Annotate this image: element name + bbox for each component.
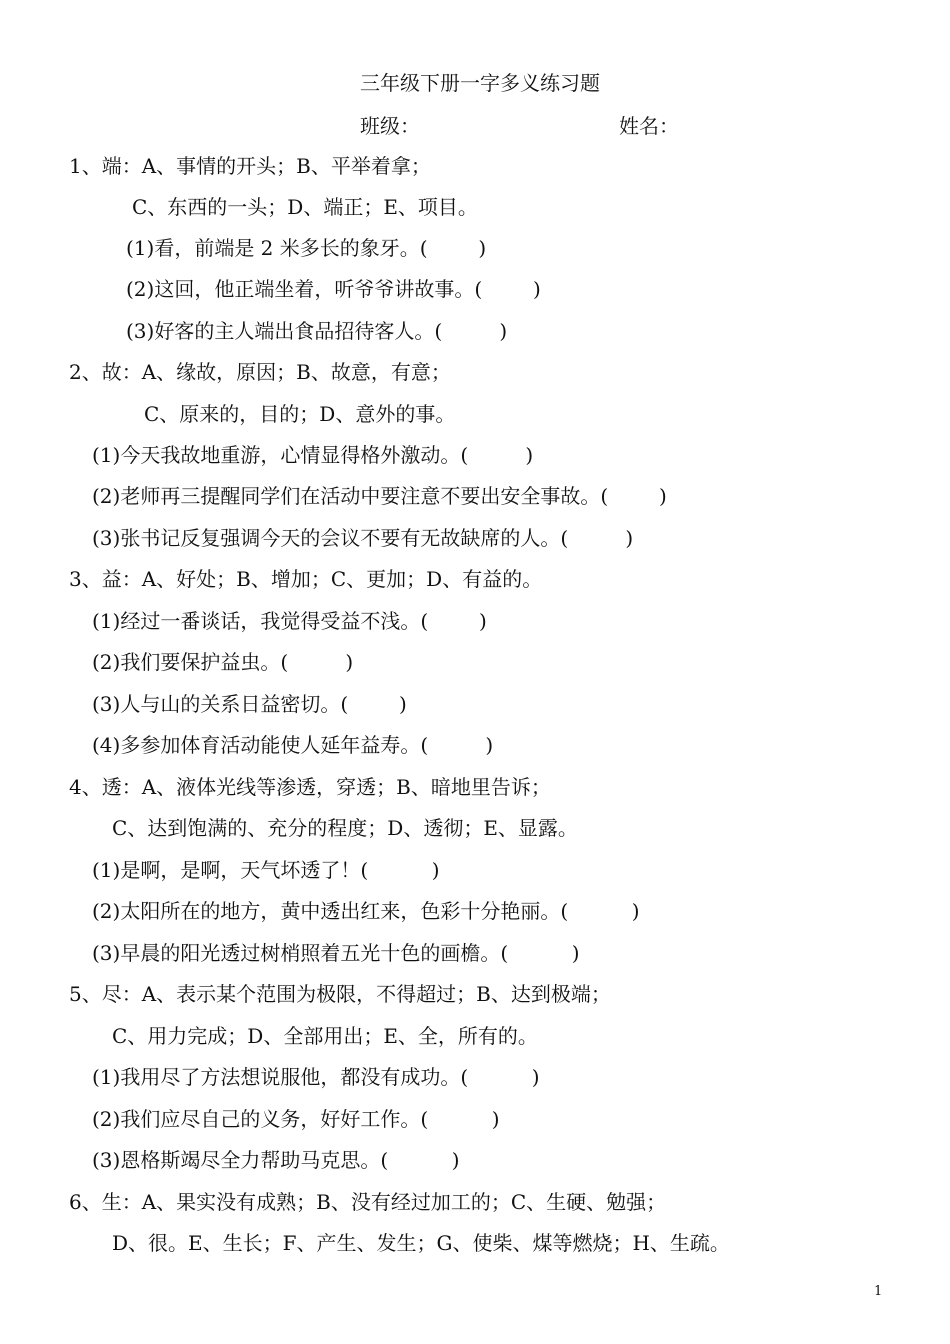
q1-item-2: (2)这回，他正端坐着，听爷爷讲故事。( ) [126, 277, 541, 301]
q3-definitions: 3、益：A、好处；B、增加；C、更加；D、有益的。 [69, 567, 543, 591]
q5-item-3: (3)恩格斯竭尽全力帮助马克思。( ) [92, 1148, 460, 1172]
q5-definitions-cont: C、用力完成；D、全部用出；E、全，所有的。 [112, 1024, 538, 1048]
q5-definitions: 5、尽：A、表示某个范围为极限，不得超过；B、达到极端； [69, 982, 611, 1006]
q4-definitions-cont: C、达到饱满的、充分的程度；D、透彻；E、显露。 [112, 816, 578, 840]
q2-definitions: 2、故：A、缘故，原因；B、故意，有意； [69, 360, 451, 384]
page-title: 三年级下册一字多义练习题 [360, 71, 600, 95]
q3-item-4: (4)多参加体育活动能使人延年益寿。( ) [92, 733, 494, 757]
q1-item-3: (3)好客的主人端出食品招待客人。( ) [126, 319, 508, 343]
q6-definitions-cont: D、很。E、生长；F、产生、发生；G、使柴、煤等燃烧；H、生疏。 [112, 1231, 730, 1255]
q3-item-2: (2)我们要保护益虫。( ) [92, 650, 354, 674]
q5-item-2: (2)我们应尽自己的义务，好好工作。( ) [92, 1107, 500, 1131]
page-number: 1 [874, 1284, 883, 1299]
q2-item-1: (1)今天我故地重游，心情显得格外激动。( ) [92, 443, 534, 467]
class-field-label: 班级： [360, 114, 420, 138]
q2-definitions-cont: C、原来的，目的；D、意外的事。 [144, 402, 456, 426]
name-field-label: 姓名： [619, 114, 679, 138]
q1-item-1: (1)看，前端是 2 米多长的象牙。( ) [126, 236, 487, 260]
q4-definitions: 4、透：A、液体光线等渗透，穿透；B、暗地里告诉； [69, 775, 551, 799]
q4-item-1: (1)是啊，是啊，天气坏透了！( ) [92, 858, 440, 882]
q6-definitions: 6、生：A、果实没有成熟；B、没有经过加工的；C、生硬、勉强； [69, 1190, 667, 1214]
q3-item-3: (3)人与山的关系日益密切。( ) [92, 692, 407, 716]
q5-item-1: (1)我用尽了方法想说服他，都没有成功。( ) [92, 1065, 540, 1089]
q1-definitions: 1、端：A、事情的开头；B、平举着拿； [69, 154, 431, 178]
q3-item-1: (1)经过一番谈话，我觉得受益不浅。( ) [92, 609, 487, 633]
q4-item-2: (2)太阳所在的地方，黄中透出红来，色彩十分艳丽。( ) [92, 899, 640, 923]
q2-item-2: (2)老师再三提醒同学们在活动中要注意不要出安全事故。( ) [92, 484, 667, 508]
q4-item-3: (3)早晨的阳光透过树梢照着五光十色的画檐。( ) [92, 941, 580, 965]
q1-definitions-cont: C、东西的一头；D、端正；E、项目。 [132, 195, 478, 219]
q2-item-3: (3)张书记反复强调今天的会议不要有无故缺席的人。( ) [92, 526, 634, 550]
